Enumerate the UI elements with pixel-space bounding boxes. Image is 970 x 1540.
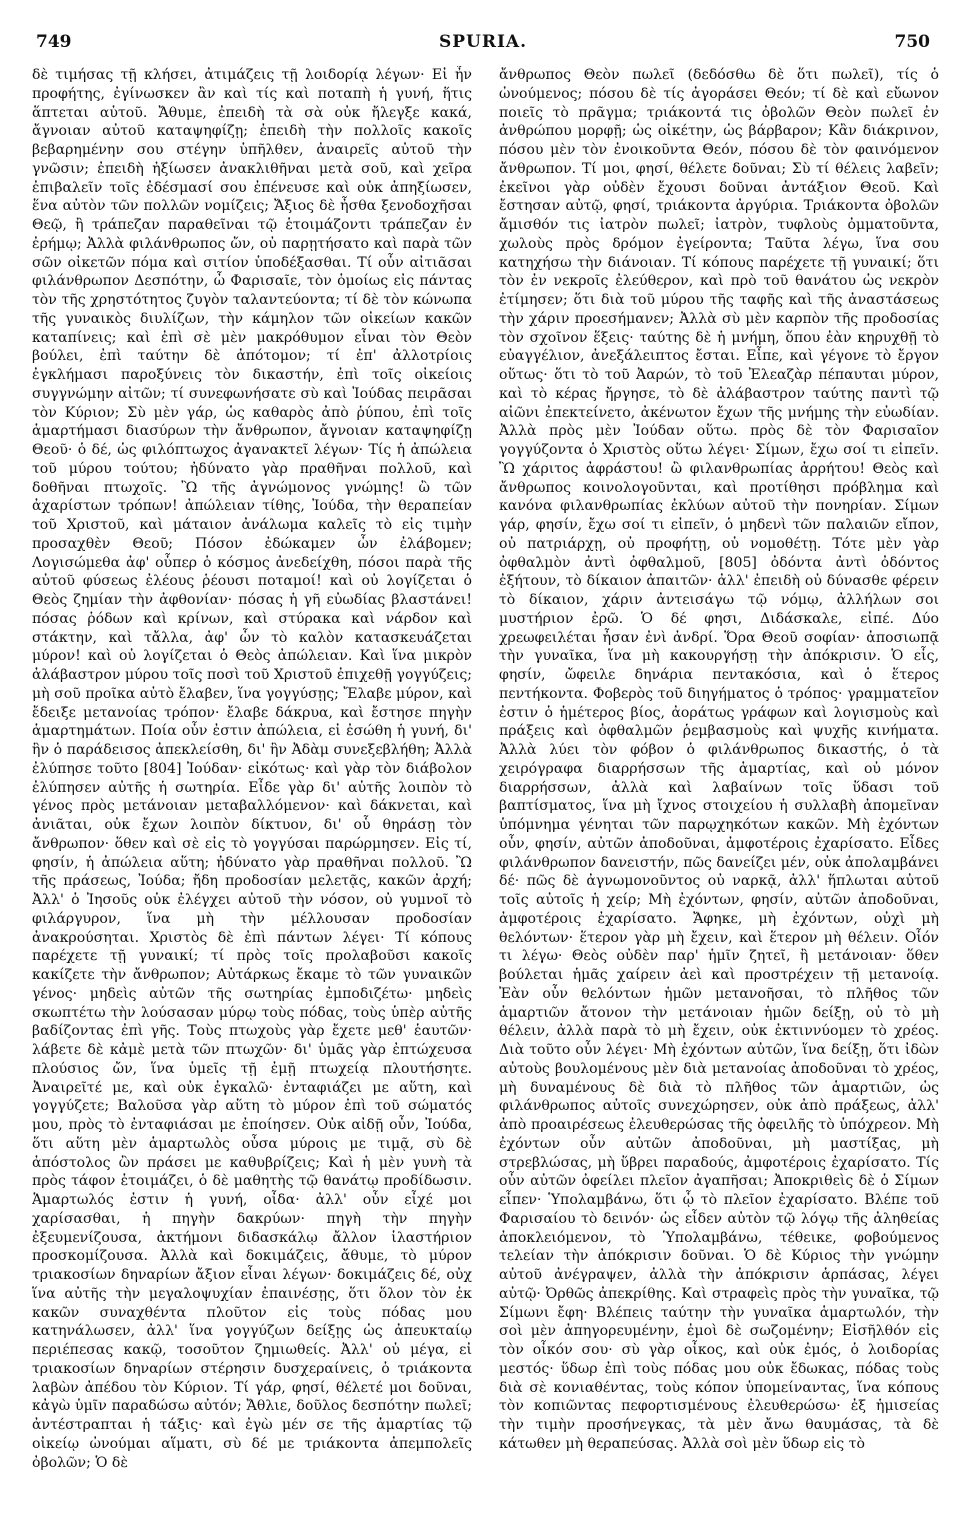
page-number-right: 750 — [894, 32, 930, 52]
left-column-text: δὲ τιμήσας τῇ κλήσει, ἀτιμάζεις τῇ λοιδορίᾳ λέγων· Εἰ ἦν προφήτης, ἐγίνωσκεν ἂν καὶ τίς καὶ ποταπὴ ἡ γυνή, ἥτις ἅπτεται αὐτοῦ. Ἄθυμε, ἐπειδὴ τὰ σὰ οὐκ ἤλεγξε κακά, ἄγνοιαν αὐτοῦ καταψηφίζῃ; ἐπειδὴ τὴν πολλοῖς κακοῖς βεβαρημένην σου στέγην ὑπῆλθεν, ἀναιρεῖς αὐτοῦ τὴν γνῶσιν; ἐπειδὴ ἠξίωσεν ἀνακλιθῆναι μετὰ σοῦ, καὶ χεῖρα ἐπιβαλεῖν τοῖς ἐδέσμασί σου ἐπένευσε καὶ οὐκ ἀπηξίωσεν, ἕνα αὐτὸν τῶν πολλῶν νομίζεις; Ἄξιος δὲ ἦσθα ξενοδοχῆσαι Θεῷ, ἢ τράπεζαν παραθεῖναι τῷ ἑτοιμάζοντι τράπεζαν ἐν ἐρήμῳ; Ἀλλὰ φιλάνθρωπος ὤν, οὐ παρῃτήσατο καὶ παρὰ τῶν σῶν οἰκετῶν πόμα καὶ σιτίον ὑποδέξασθαι. Τί οὖν αἰτιᾶσαι φιλάνθρωπον Δεσπότην, ὦ Φαρισαῖε, τὸν ὁμοίως εἰς πάντας τὸν τῆς χρηστότητος ζυγὸν ταλαντεύοντα; τί δὲ τὸν κώνωπα τῆς γυναικὸς διυλίζων, τὴν κάμηλον τῶν οἰκείων κακῶν καταπίνεις; καὶ ἐπὶ σὲ μὲν μακρόθυμον εἶναι τὸν Θεὸν βούλει, ἐπὶ ταύτην δὲ ἀπότομον; τί ἐπ' ἀλλοτρίοις ἐγκλήμασι παροξύνεις τὸν δικαστήν, ἐπὶ τοῖς οἰκείοις συγγνώμην αἰτῶν; τί συνεφωνήσατε σὺ καὶ Ἰούδας πειρᾶσαι τὸν Κύριον; Σὺ μὲν γάρ, ὡς καθαρὸς ἀπὸ ῥύπου, ἐπὶ τοῖς ἁμαρτήμασι διασύρων τὴν ἄνθρωπον, ἄγνοιαν καταψηφίζῃ Θεοῦ· ὁ δέ, ὡς φιλόπτωχος ἀγανακτεῖ λέγων· Τίς ἡ ἀπώλεια τοῦ μύρου τούτου; ἠδύνατο γὰρ πραθῆναι πολλοῦ, καὶ δοθῆναι πτωχοῖς. Ὢ τῆς ἀγνώμονος γνώμης! ὢ τῶν ἀχαρίστων τρόπων! ἀπώλειαν τίθης, Ἰούδα, τὴν θεραπείαν τοῦ Χριστοῦ, καὶ μάταιον ἀνάλωμα καλεῖς τὸ εἰς τιμὴν προσαχθὲν Θεοῦ; Πόσον ἐδώκαμεν ὧν ἐλάβομεν; Λογισώμεθα ἀφ' οὗπερ ὁ κόσμος ἀνεδείχθη, πόσοι παρὰ τῆς αὐτοῦ φύσεως ἐλέους ῥέουσι ποταμοί! καὶ οὐ λογίζεται ὁ Θεὸς ζημίαν τὴν ἀφθονίαν· πόσας ἡ γῆ εὐωδίας βλαστάνει! πόσας ῥόδων καὶ κρίνων, καὶ στύρακα καὶ νάρδον καὶ στάκτην, καὶ τἄλλα, ἀφ' ὧν τὸ καλὸν κατασκευάζεται μύρον! καὶ οὐ λογίζεται ὁ Θεὸς ἀπώλειαν. Καὶ ἵνα μικρὸν ἀλάβαστρον μύρου τοῖς ποσὶ τοῦ Χριστοῦ ἐπιχεθῇ γογγύζεις; μὴ σοῦ προῖκα αὐτὸ ἔλαβεν, ἵνα γογγύσῃς; Ἔλαβε μύρον, καὶ ἔδειξε μετανοίας τρόπον· ἔλαβε δάκρυα, καὶ ἔστησε πηγὴν ἁμαρτημάτων. Ποία οὖν ἐστιν ἀπώλεια, εἰ ἐσώθη ἡ γυνή, δι' ἣν ὁ παράδεισος ἀπεκλείσθη, δι' ἣν Ἀδὰμ συνεξεβλήθη; Ἀλλὰ ἐλύπησε τοῦτο [804] Ἰούδαν· εἰκότως· καὶ γὰρ τὸν διάβολον ἐλύπησεν αὐτῆς ἡ σωτηρία. Εἶδε γὰρ δι' αὐτῆς λοιπὸν τὸ γένος πρὸς μετάνοιαν μεταβαλλόμενον· καὶ δάκνεται, καὶ ἀνιᾶται, οὐκ ἔχων λοιπὸν δίκτυον, δι' οὗ θηράσῃ τὸν ἄνθρωπον· ὅθεν καὶ σὲ εἰς τὸ γογγύσαι παρώρμησεν. Εἰς τί, φησίν, ἡ ἀπώλεια αὕτη; ἠδύνατο γὰρ πραθῆναι πολλοῦ. Ὢ τῆς πράσεως, Ἰούδα; ἤδη προδοσίαν μελετᾷς, κακῶν ἀρχή; Ἀλλ' ὁ Ἰησοῦς οὐκ ἐλέγχει αὐτοῦ τὴν νόσον, οὐ γυμνοῖ τὸ φιλάργυρον, ἵνα μὴ τὴν μέλλουσαν προδοσίαν ἀνακρούσηται. Χριστὸς δὲ ἐπὶ πάντων λέγει· Τί κόπους παρέχετε τῇ γυναικί; τί πρὸς τοῖς προλαβοῦσι κακοῖς κακίζετε τὴν ἄνθρωπον; Αὐτάρκως ἔκαμε τὸ τῶν γυναικῶν γένος· μηδεὶς αὐτῶν τῆς σωτηρίας ἐμποδιζέτω· μηδεὶς σκωπτέτω τὴν λούσασαν μύρῳ τοὺς πόδας, τοὺς ὑπὲρ αὐτῆς βαδίζοντας ἐπὶ γῆς. Τοὺς πτωχοὺς γὰρ ἔχετε μεθ' ἑαυτῶν· λάβετε δὲ κἀμὲ μετὰ τῶν πτωχῶν· δι' ὑμᾶς γὰρ ἐπτώχευσα πλούσιος ὤν, ἵνα ὑμεῖς τῇ ἐμῇ πτωχείᾳ πλουτήσητε. Ἀναιρεῖτέ με, καὶ οὐκ ἐγκαλῶ· ἐνταφιάζει με αὕτη, καὶ γογγύζετε; Βαλοῦσα γὰρ αὕτη τὸ μύρον ἐπὶ τοῦ σώματός μου, πρὸς τὸ ἐνταφιάσαι με ἐποίησεν. Οὐκ αἰδῇ οὖν, Ἰούδα, ὅτι αὕτη μὲν ἁμαρτωλὸς οὖσα μύροις με τιμᾷ, σὺ δὲ ἀπόστολος ὢν πράσει με καθυβρίζεις; Καὶ ἡ μὲν γυνὴ τὰ πρὸς τάφον ἑτοιμάζει, ὁ δὲ μαθητὴς τῷ θανάτῳ προδίδωσιν. Ἁμαρτωλός ἐστιν ἡ γυνή, οἶδα· ἀλλ' οὖν εἶχέ μοι χαρίσασθαι, ἡ πηγὴν δακρύων· πηγὴ τὴν πηγὴν ἐξευμενίζουσα, ἀκτήμονι διδασκάλῳ ἄλλον ἱλαστήριον προσκομίζουσα. Ἀλλὰ καὶ δοκιμάζεις, ἄθυμε, τὸ μύρον τριακοσίων δηναρίων ἄξιον εἶναι λέγων· δοκιμάζεις δέ, οὐχ ἵνα αὐτῆς τὴν μεγαλοψυχίαν ἐπαινέσῃς, ὅτι ὅλον τὸν ἐκ κακῶν συναχθέντα πλοῦτον εἰς τοὺς πόδας μου κατηνάλωσεν, ἀλλ' ἵνα γογγύζων δείξῃς ὡς ἀπευκταίῳ περιέπεσας κακῷ, τοσοῦτον ζημιωθείς. Ἀλλ' οὐ μέγα, εἰ τριακοσίων δηναρίων στέρησιν δυσχεραίνεις, ὁ τριάκοντα λαβὼν ἀπέδου τὸν Κύριον. Τί γάρ, φησί, θέλετέ μοι δοῦναι, κἀγὼ ὑμῖν παραδώσω αὐτόν; Ἄθλιε, δοῦλος δεσπότην πωλεῖ; ἀντέστραπται ἡ τάξις· καὶ ἐγὼ μέν σε τῆς ἁμαρτίας τῷ οἰκείῳ ὠνούμαι αἵματι, σὺ δέ με τριάκοντα ἀπεμπολεῖς ὀβολῶν; Ὁ δὲ — [32, 67, 472, 1471]
page-number-left: 749 — [36, 32, 72, 52]
left-column — [32, 66, 472, 1528]
running-title: SPURIA. — [438, 32, 528, 52]
page-header — [36, 32, 930, 58]
right-column — [499, 66, 939, 1528]
right-column-text: ἄνθρωπος Θεὸν πωλεῖ (δεδόσθω δὲ ὅτι πωλεῖ), τίς ὁ ὠνούμενος; πόσου δὲ τίς ἀγοράσει Θεόν; τί δὲ καὶ εὔωνον ποιεῖς τὸ πρᾶγμα; τριάκοντά τις ὀβολῶν Θεὸν πωλεῖ ἐν ἀνθρώπου μορφῇ; ὡς οἰκέτην, ὡς βάρβαρον; Κἂν διάκρινον, πόσου μὲν τὸν ἐνοικοῦντα Θεόν, πόσου δὲ τὸν φαινόμενον ἄνθρωπον. Τί μοι, φησί, θέλετε δοῦναι; Σὺ τί θέλεις λαβεῖν; ἐκεῖνοι γὰρ οὐδὲν ἔχουσι δοῦναι ἀντάξιον Θεοῦ. Καὶ ἔστησαν αὐτῷ, φησί, τριάκοντα ἀργύρια. Τριάκοντα ὀβολῶν ἄμισθόν τις ἰατρὸν πωλεῖ; ἰατρὸν, τυφλοὺς ὀμματοῦντα, χωλοὺς πρὸς δρόμον ἐγείροντα; Ταῦτα λέγω, ἵνα σου κατηχήσω τὴν διάνοιαν. Τί κόπους παρέχετε τῇ γυναικί; ὅτι τὸν ἐν νεκροῖς ἐλεύθερον, καὶ πρὸ τοῦ θανάτου ὡς νεκρὸν ἐτίμησεν; ὅτι διὰ τοῦ μύρου τῆς ταφῆς καὶ τῆς ἀναστάσεως τὴν χάριν προεσήμανεν; Ἀλλὰ σὺ μὲν καρπὸν τῆς προδοσίας τὸν σχοῖνον ἕξεις· ταύτης δὲ ἡ μνήμη, ὅπου ἐὰν κηρυχθῇ τὸ εὐαγγέλιον, ἀνεξάλειπτος ἔσται. Εἶπε, καὶ γέγονε τὸ ἔργον οὕτως· ὅτι τὸ τοῦ Ἀαρών, τὸ τοῦ Ἐλεαζὰρ πέπαυται μύρον, καὶ τὸ κέρας ἤργησε, τὸ δὲ ἀλάβαστρον ταύτης παντὶ τῷ αἰῶνι ἐπεκτείνετο, ἀκένωτον ἔχων τῆς μνήμης τὴν εὐωδίαν. Ἀλλὰ πρὸς μὲν Ἰούδαν οὕτω. πρὸς δὲ τὸν Φαρισαῖον γογγύζοντα ὁ Χριστὸς οὕτω λέγει· Σίμων, ἔχω σοί τι εἰπεῖν. Ὢ χάριτος ἀφράστου! ὢ φιλανθρωπίας ἀρρήτου! Θεὸς καὶ ἄνθρωπος κοινολογοῦνται, καὶ προτίθησι πρόβλημα καὶ κανόνα φιλανθρωπίας ἐκλύων αὐτοῦ τὴν πονηρίαν. Σίμων γάρ, φησίν, ἔχω σοί τι εἰπεῖν, ὁ μηδενὶ τῶν παλαιῶν εἴπον, οὐ πατριάρχῃ, οὐ προφήτῃ, οὐ νομοθέτῃ. Τότε μὲν γὰρ ὀφθαλμὸν ἀντὶ ὀφθαλμοῦ, [805] ὀδόντα ἀντὶ ὀδόντος ἐξήτουν, τὸ δίκαιον ἀπαιτῶν· ἀλλ' ἐπειδὴ οὐ δύνασθε φέρειν τὸ δίκαιον, χάριν ἀντεισάγω τῷ νόμῳ, ἀλλήλων σοι μυστήριον ἐρῶ. Ὁ δέ φησι, Διδάσκαλε, εἰπέ. Δύο χρεωφειλέται ἦσαν ἐνὶ ἀνδρί. Ὅρα Θεοῦ σοφίαν· ἀποσιωπᾷ τὴν γυναῖκα, ἵνα μὴ κακουργήσῃ τὴν ἀπόκρισιν. Ὁ εἷς, φησίν, ὤφειλε δηνάρια πεντακόσια, καὶ ὁ ἕτερος πεντήκοντα. Φοβερὸς τοῦ διηγήματος ὁ τρόπος· γραμματεῖον ἐστιν ὁ ἡμέτερος βίος, ἀοράτως γράφων καὶ λογισμοὺς καὶ πράξεις καὶ ὀφθαλμῶν ῥεμβασμοὺς καὶ ψυχῆς κινήματα. Ἀλλὰ λύει τὸν φόβον ὁ φιλάνθρωπος δικαστής, ὁ τὰ χειρόγραφα διαρρήσσων τῆς ἁμαρτίας, καὶ οὐ μόνον διαρρήσσων, ἀλλὰ καὶ λαβαίνων τοῖς ὕδασι τοῦ βαπτίσματος, ἵνα μὴ ἴχνος στοιχείου ἡ συλλαβὴ ἀπομεῖναν ὑπόμνημα γένηται τῶν παρῳχηκότων κακῶν. Μὴ ἐχόντων οὖν, φησίν, αὐτῶν ἀποδοῦναι, ἀμφοτέροις ἐχαρίσατο. Εἶδες φιλάνθρωπον δανειστήν, πῶς δανείζει μέν, οὐκ ἀπολαμβάνει δέ· πῶς δὲ ἀγνωμονοῦντος οὐ ναρκᾷ, ἀλλ' ἥπλωται αὐτοῦ τοῖς αὐτοῖς ἡ χείρ; Μὴ ἐχόντων, φησίν, αὐτῶν ἀποδοῦναι, ἀμφοτέροις ἐχαρίσατο. Ἄφηκε, μὴ ἐχόντων, οὐχὶ μὴ θελόντων· ἕτερον γὰρ μὴ ἔχειν, καὶ ἕτερον μὴ θέλειν. Οἷόν τι λέγω· Θεὸς οὐδὲν παρ' ἡμῖν ζητεῖ, ἢ μετάνοιαν· ὅθεν βούλεται ἡμᾶς χαίρειν ἀεὶ καὶ προστρέχειν τῇ μετανοίᾳ. Ἐὰν οὖν θελόντων ἡμῶν μετανοῆσαι, τὸ πλῆθος τῶν ἁμαρτιῶν ἄτονον τὴν μετάνοιαν ἡμῶν δείξῃ, οὐ τὸ μὴ θέλειν, ἀλλὰ παρὰ τὸ μὴ ἔχειν, οὐκ ἐκτιννύομεν τὸ χρέος. Διὰ τοῦτο οὖν λέγει· Μὴ ἐχόντων αὐτῶν, ἵνα δείξῃ, ὅτι ἰδὼν αὐτοὺς βουλομένους μὲν διὰ μετανοίας ἀποδοῦναι τὸ χρέος, μὴ δυναμένους δὲ διὰ τὸ πλῆθος τῶν ἁμαρτιῶν, ὡς φιλάνθρωπος αὐτοῖς συνεχώρησεν, οὐκ ἀπὸ πράξεως, ἀλλ' ἀπὸ προαιρέσεως ἐλευθερώσας τῆς ὀφειλῆς τὸ ὑπόχρεον. Μὴ ἐχόντων οὖν αὐτῶν ἀποδοῦναι, μὴ μαστίξας, μὴ στρεβλώσας, μὴ ὕβρει παραδούς, ἀμφοτέροις ἐχαρίσατο. Τίς οὖν αὐτῶν ὀφείλει πλεῖον ἀγαπῆσαι; Ἀποκριθεὶς δὲ ὁ Σίμων εἶπεν· Ὑπολαμβάνω, ὅτι ᾧ τὸ πλεῖον ἐχαρίσατο. Βλέπε τοῦ Φαρισαίου τὸ δεινόν· ὡς εἶδεν αὐτὸν τῷ λόγῳ τῆς ἀληθείας ἀποκλειόμενον, τὸ Ὑπολαμβάνω, τέθεικε, φοβούμενος τελείαν τὴν ἀπόκρισιν δοῦναι. Ὁ δὲ Κύριος τὴν γνώμην αὐτοῦ ἀνέγραψεν, ἀλλὰ τὴν ἀπόκρισιν ἁρπάσας, λέγει αὐτῷ· Ὀρθῶς ἀπεκρίθης. Καὶ στραφεὶς πρὸς τὴν γυναῖκα, τῷ Σίμωνι ἔφη· Βλέπεις ταύτην τὴν γυναῖκα ἁμαρτωλόν, τὴν σοὶ μὲν ἀπηγορευμένην, ἐμοὶ δὲ σωζομένην; Εἰσῆλθόν εἰς τὸν οἶκόν σου· σὺ γὰρ οἶκος, καὶ οὐκ ἐμός, ὁ λοιδορίας μεστός· ὕδωρ ἐπὶ τοὺς πόδας μου οὐκ ἔδωκας, πόδας τοὺς διὰ σὲ κονιαθέντας, τοὺς κόπον ὑπομείναντας, ἵνα κόπους τὸν κοπιῶντας πεφορτισμένους ἐλευθερώσω· ἐξ ἡμισείας τὴν τιμὴν προσήνεγκας, τὰ μὲν ἄνω θαυμάσας, τὰ δὲ κάτωθεν μὴ θεραπεύσας. Ἀλλὰ σοὶ μὲν ὕδωρ εἰς τὸ — [499, 67, 939, 1452]
